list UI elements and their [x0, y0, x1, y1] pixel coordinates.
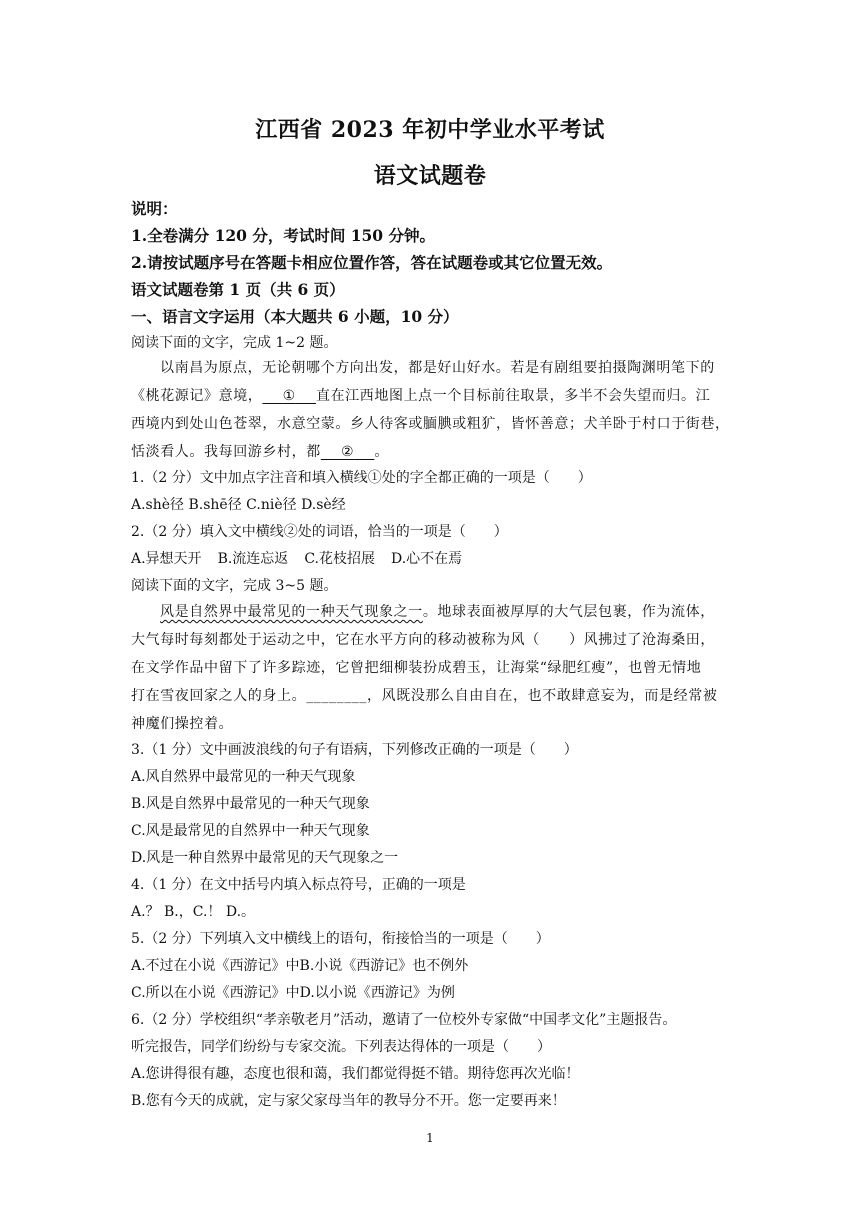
q3-option-c: C.风是最常见的自然界中一种天气现象	[131, 823, 370, 839]
exam-subtitle: 语文试题卷	[373, 163, 487, 189]
notes-item-1: 1.全卷满分 120 分，考试时间 150 分钟。	[131, 226, 435, 245]
q2-stem: 2.（2 分）填入文中横线②处的词语，恰当的一项是（ ）	[131, 524, 508, 540]
reading-intro-2: 阅读下面的文字，完成 3~5 题。	[131, 578, 338, 594]
passage1-line3: 西境内到处山色苍翠，水意空蒙。乡人待客或腼腆或粗犷，皆怀善意；犬羊卧于村口于街巷，	[131, 416, 730, 432]
q3-option-a: A.风自然界中最常见的一种天气现象	[131, 769, 356, 785]
q3-option-b: B.风是自然界中最常见的一种天气现象	[131, 796, 370, 812]
page-info: 语文试题卷第 1 页（共 6 页）	[131, 280, 345, 299]
blank-2: ②	[341, 444, 355, 460]
section-heading: 一、语言文字运用（本大题共 6 小题，10 分）	[131, 307, 459, 326]
q2-option-d: D.心不在焉	[390, 551, 463, 567]
wavy-sentence: 风是自然界中最常见的一种天气现象之一	[160, 604, 423, 620]
passage2-line3: 在文学作品中留下了许多踪迹，它曾把细柳装扮成碧玉，让海棠“绿肥红瘦”，也曾无情地	[131, 660, 702, 676]
q6-stem-line2: 听完报告，同学们纷纷与专家交流。下列表达得体的一项是（ ）	[131, 1039, 551, 1055]
exam-title: 江西省 2023 年初中学业水平考试	[255, 117, 605, 143]
q5-stem: 5.（2 分）下列填入文中横线上的语句，衔接恰当的一项是（ ）	[131, 931, 550, 947]
q2-options	[131, 549, 731, 569]
q3-option-d: D.风是一种自然界中最常见的天气现象之一	[131, 850, 399, 866]
passage1-line2: 《桃花源记》意境， ① 直在江西地图上点一个目标前往取景，多半不会失望而归。江	[131, 388, 711, 404]
q1-options: A.shè径 B.shē径 C.niè径 D.sè经	[131, 497, 346, 513]
q6-stem-line1: 6.（2 分）学校组织“孝亲敬老月”活动，邀请了一位校外专家做“中国孝文化”主题报告。	[131, 1012, 677, 1028]
notes-label: 说明：	[131, 199, 178, 218]
q5-options-cd: C.所以在小说《西游记》中D.以小说《西游记》为例	[131, 985, 455, 1001]
passage2-line2: 大气每时每刻都处于运动之中，它在水平方向的移动被称为风（ ）风拂过了沧海桑田，	[131, 632, 715, 648]
q5-options-ab: A.不过在小说《西游记》中B.小说《西游记》也不例外	[131, 958, 469, 974]
passage2-line1: 风是自然界中最常见的一种天气现象之一。地球表面被厚厚的大气层包裹，作为流体，	[160, 604, 715, 620]
q1-stem: 1.（2 分）文中加点字注音和填入横线①处的字全都正确的一项是（ ）	[131, 470, 592, 486]
q3-stem: 3.（1 分）文中画波浪线的句子有语病，下列修改正确的一项是（ ）	[131, 742, 578, 758]
blank-3: ________	[306, 688, 368, 704]
passage1-line1: 以南昌为原点，无论朝哪个方向出发，都是好山好水。若是有剧组要拍摄陶渊明笔下的	[160, 360, 715, 376]
blank-1: ①	[282, 388, 296, 404]
q2-option-a: A.异想天开	[131, 551, 202, 567]
q4-stem: 4.（1 分）在文中括号内填入标点符号，正确的一项是	[131, 877, 466, 893]
page-number: 1	[426, 1131, 434, 1145]
notes-item-2: 2.请按试题序号在答题卡相应位置作答，答在试题卷或其它位置无效。	[131, 253, 613, 272]
reading-intro-1: 阅读下面的文字，完成 1~2 题。	[131, 335, 338, 351]
passage2-line4: 打在雪夜回家之人的身上。________，风既没那么自由自在，也不敢肆意妄为，而是经常被	[131, 688, 718, 704]
passage2-line5: 神魔们操控着。	[131, 716, 234, 732]
passage1-line4: 恬淡看人。我每回游乡村，都 ② 。	[131, 444, 389, 460]
q2-option-c: C.花枝招展	[304, 551, 375, 567]
q6-option-a: A.您讲得很有趣，态度也很和蔼，我们都觉得挺不错。期待您再次光临！	[131, 1066, 580, 1082]
q2-option-b: B.流连忘返	[217, 551, 289, 567]
q6-option-b: B.您有今天的成就，定与家父家母当年的教导分不开。您一定要再来！	[131, 1093, 566, 1109]
q4-options: A.？ B.，C.！ D.。	[131, 904, 256, 920]
